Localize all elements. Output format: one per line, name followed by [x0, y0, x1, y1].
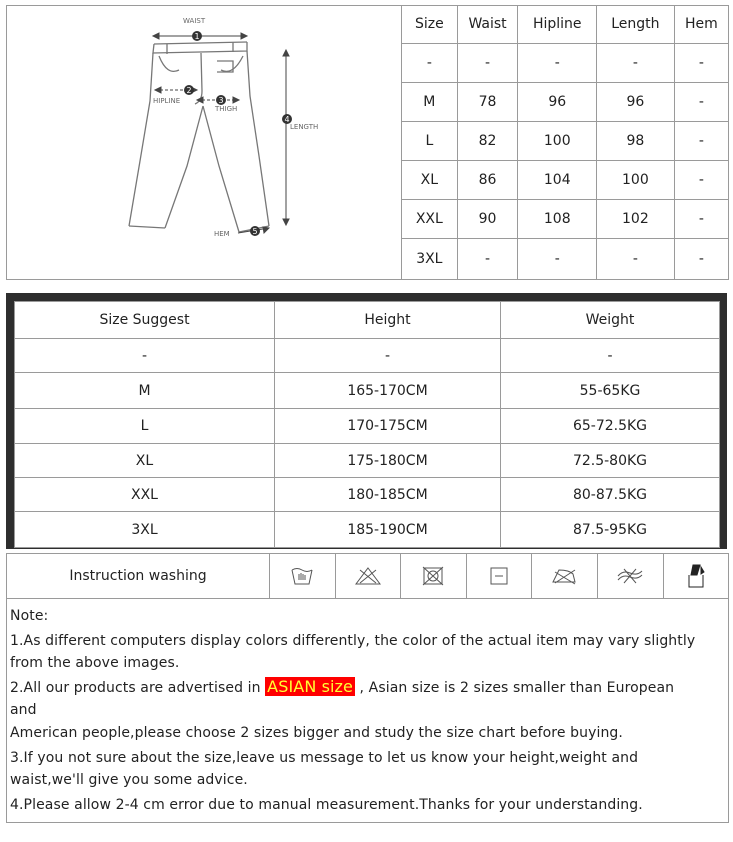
table-cell: XXL: [15, 478, 275, 512]
table-row: [402, 160, 729, 199]
header-weight: Weight: [501, 302, 720, 339]
table-cell: -: [674, 82, 728, 121]
table-row: [402, 43, 729, 82]
size-suggest-table: [14, 301, 720, 548]
note-3-line-1: 3.If you not sure about the size,leave us message to let us know your height,weight and: [10, 750, 639, 766]
table-cell: 185-190CM: [275, 512, 501, 548]
table-cell: 65-72.5KG: [501, 409, 720, 444]
table-cell: 180-185CM: [275, 478, 501, 512]
header-size: Size: [402, 6, 458, 43]
table-cell: 102: [597, 199, 675, 238]
note-2-line-1: [10, 676, 728, 699]
table-cell: -: [674, 121, 728, 160]
size-table-header-row: [402, 6, 729, 43]
table-cell: 78: [457, 82, 518, 121]
table-cell: 100: [597, 160, 675, 199]
hipline-label: HIPLINE: [153, 97, 181, 105]
marker-4: 4: [284, 115, 290, 124]
table-cell: M: [402, 82, 458, 121]
note-4: 4.Please allow 2-4 cm error due to manual measurement.Thanks for your understanding.: [10, 797, 643, 813]
table-cell: -: [275, 339, 501, 373]
table-row: [402, 199, 729, 238]
table-cell: -: [674, 43, 728, 82]
table-cell: 3XL: [15, 512, 275, 548]
table-cell: XL: [15, 444, 275, 478]
marker-3: 3: [218, 96, 224, 105]
header-waist: Waist: [457, 6, 518, 43]
table-cell: 165-170CM: [275, 373, 501, 409]
thigh-label: THIGH: [215, 105, 238, 113]
table-cell: 175-180CM: [275, 444, 501, 478]
pants-measurement-diagram: [7, 6, 401, 279]
size-suggest-section: [6, 293, 727, 549]
table-row: [402, 82, 729, 121]
notes-section: [6, 599, 729, 823]
table-cell: -: [597, 43, 675, 82]
table-cell: 96: [597, 82, 675, 121]
table-row: [402, 238, 729, 279]
marker-1: 1: [194, 32, 200, 41]
table-cell: -: [674, 199, 728, 238]
header-height: Height: [275, 302, 501, 339]
note-1-line-2: from the above images.: [10, 655, 180, 671]
header-hem: Hem: [674, 6, 728, 43]
no-bleach-icon: [335, 554, 401, 598]
length-label: LENGTH: [290, 123, 319, 131]
pants-diagram: [7, 6, 402, 279]
table-cell: 170-175CM: [275, 409, 501, 444]
table-cell: 108: [518, 199, 597, 238]
marker-5: 5: [252, 227, 258, 236]
table-cell: -: [518, 43, 597, 82]
table-cell: 90: [457, 199, 518, 238]
hand-wash-icon: [269, 554, 336, 598]
table-cell: 100: [518, 121, 597, 160]
suggest-header-row: [15, 302, 720, 339]
marker-2: 2: [186, 86, 192, 95]
header-hipline: Hipline: [518, 6, 597, 43]
table-row: [15, 339, 720, 373]
waist-label: WAIST: [183, 17, 206, 25]
table-cell: -: [15, 339, 275, 373]
table-cell: 98: [597, 121, 675, 160]
note-3-line-2: waist,we'll give you some advice.: [10, 772, 248, 788]
table-row: [402, 121, 729, 160]
washing-instructions: [6, 553, 729, 599]
table-cell: 87.5-95KG: [501, 512, 720, 548]
header-size-suggest: Size Suggest: [15, 302, 275, 339]
table-cell: M: [15, 373, 275, 409]
table-row: [15, 409, 720, 444]
size-measure-table: [401, 6, 728, 279]
table-cell: 96: [518, 82, 597, 121]
table-cell: -: [402, 43, 458, 82]
no-dry-clean-icon: [597, 554, 664, 598]
notes-title: Note:: [10, 608, 49, 624]
table-row: [15, 478, 720, 512]
no-tumble-dry-icon: [400, 554, 467, 598]
table-cell: XXL: [402, 199, 458, 238]
table-cell: -: [518, 238, 597, 279]
table-cell: XL: [402, 160, 458, 199]
table-cell: -: [457, 43, 518, 82]
table-cell: 3XL: [402, 238, 458, 279]
asian-size-highlight: ASIAN size: [267, 677, 353, 696]
table-cell: L: [15, 409, 275, 444]
note-2-text-before: 2.All our products are advertised in: [10, 680, 266, 696]
dry-flat-icon: [466, 554, 532, 598]
header-length: Length: [597, 6, 675, 43]
low-iron-icon: [531, 554, 598, 598]
table-cell: -: [501, 339, 720, 373]
table-cell: 104: [518, 160, 597, 199]
table-row: [15, 512, 720, 548]
hem-label: HEM: [214, 230, 230, 238]
table-cell: 72.5-80KG: [501, 444, 720, 478]
table-cell: 82: [457, 121, 518, 160]
wring-icon: [663, 554, 728, 598]
table-cell: 55-65KG: [501, 373, 720, 409]
note-2-text-after: , Asian size is 2 sizes smaller than European: [355, 680, 675, 696]
table-cell: -: [597, 238, 675, 279]
note-2-line-2: and: [10, 702, 37, 718]
table-row: [15, 444, 720, 478]
table-row: [15, 373, 720, 409]
table-cell: 80-87.5KG: [501, 478, 720, 512]
table-cell: 86: [457, 160, 518, 199]
note-2-line-3: American people,please choose 2 sizes bigger and study the size chart before buying.: [10, 725, 623, 741]
table-cell: -: [674, 160, 728, 199]
table-cell: -: [674, 238, 728, 279]
table-cell: L: [402, 121, 458, 160]
note-1-line-1: 1.As different computers display colors differently, the color of the actual item may vary slightly: [10, 633, 696, 649]
washing-label: Instruction washing: [7, 554, 270, 598]
table-cell: -: [457, 238, 518, 279]
size-chart-section: [6, 5, 729, 280]
